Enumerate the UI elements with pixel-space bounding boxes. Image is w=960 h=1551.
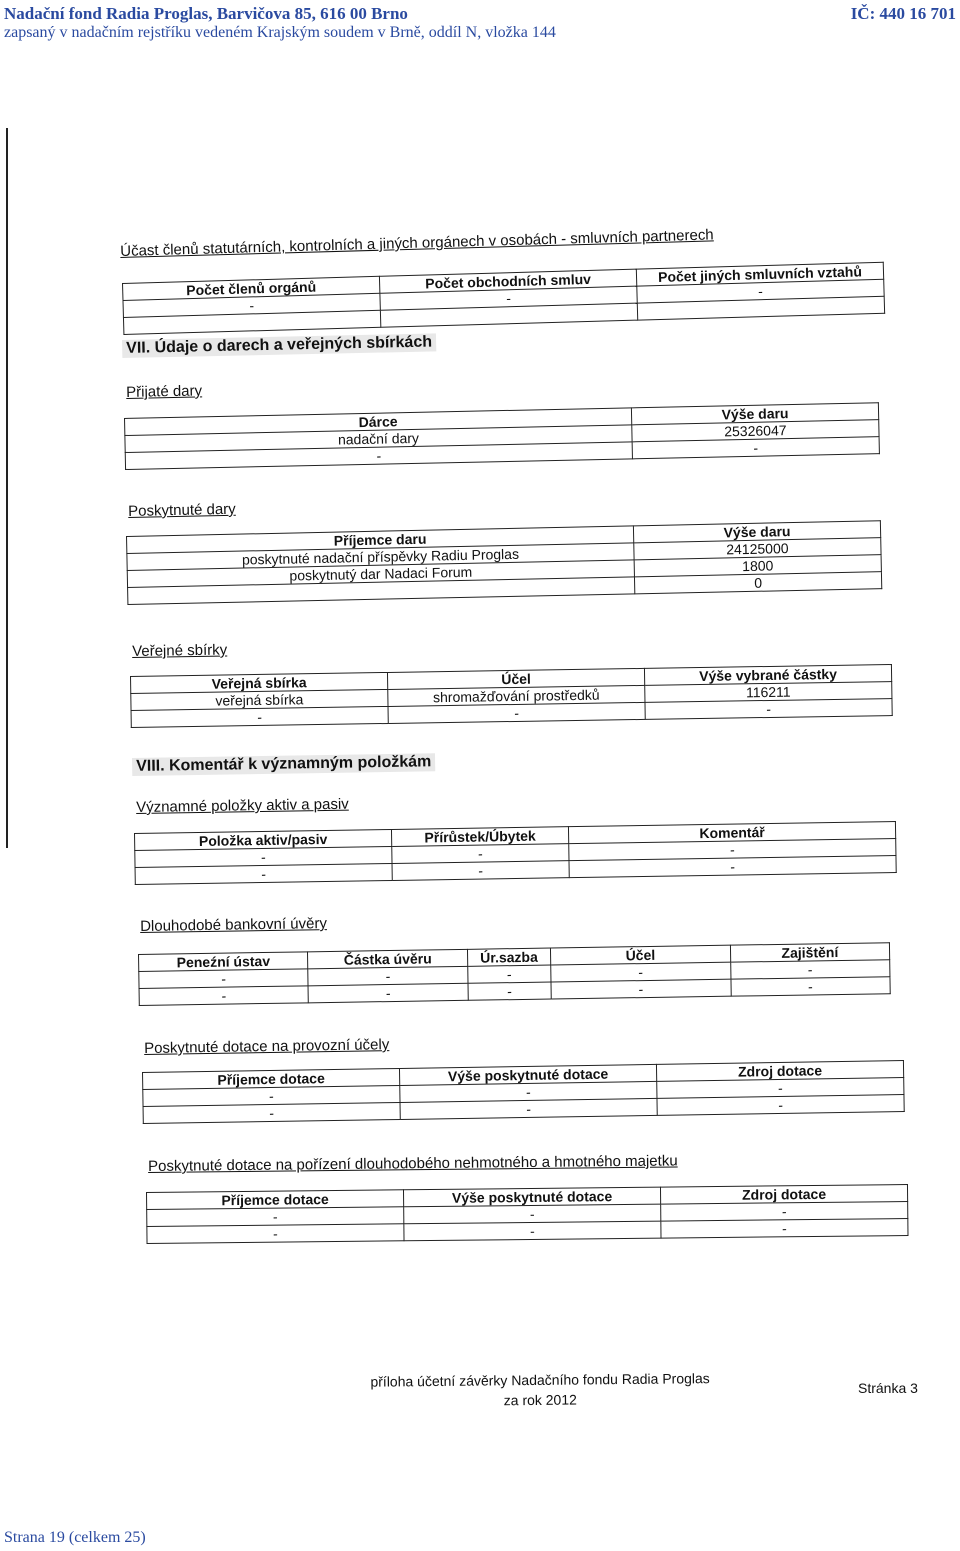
table-cell: - xyxy=(731,977,891,997)
table-cell: - xyxy=(730,960,890,980)
received-title: Přijaté dary xyxy=(126,382,203,401)
table-cell: - xyxy=(569,856,896,878)
public-title: Veřejné sbírky xyxy=(132,641,228,660)
table-cell: 1800 xyxy=(634,555,881,577)
members-col-2: Počet obchodních smluv xyxy=(379,269,636,293)
scan-page-number: Stránka 3 xyxy=(858,1380,918,1396)
section-vii-heading: VII. Údaje o darech a veřejných sbírkách xyxy=(122,333,436,358)
table-cell: 24125000 xyxy=(634,538,881,560)
members-table xyxy=(122,262,885,335)
asset-subsidies-title: Poskytnuté dotace na pořízení dlouhodobého nehmotného a hmotného majetku xyxy=(148,1152,678,1175)
table-cell: - xyxy=(392,861,569,881)
op-subsidies-title: Poskytnuté dotace na provozní účely xyxy=(144,1036,390,1057)
asset-col-recipient: Příjemce dotace xyxy=(147,1190,404,1210)
table-cell: - xyxy=(637,279,884,303)
op-subsidies-table xyxy=(142,1060,905,1124)
members-section-title: Účast členů statutárních, kontrolních a jiných orgánech v osobách - smluvních partnerech xyxy=(120,226,714,260)
items-col-change: Přírůstek/Úbytek xyxy=(391,827,568,847)
asset-col-source: Zdroj dotace xyxy=(660,1185,907,1205)
table-cell: 25326047 xyxy=(632,420,879,442)
attachment-note-line2: za rok 2012 xyxy=(503,1391,577,1409)
header-registration: zapsaný v nadačním rejstříku vedeném Krajským soudem v Brně, oddíl N, vložka 144 xyxy=(4,24,556,41)
table-cell: - xyxy=(657,1095,904,1116)
op-col-amount: Výše poskytnuté dotace xyxy=(399,1064,656,1085)
header-foundation-name: Nadační fond Radia Proglas, Barvičova 85, 616 00 Brno xyxy=(4,4,408,23)
table-cell: - xyxy=(380,286,637,310)
table-cell: poskytnuté nadační příspěvky Radiu Proglas xyxy=(127,543,634,571)
table-cell: 0 xyxy=(634,572,881,594)
given-title: Poskytnuté dary xyxy=(128,500,236,520)
table-cell: - xyxy=(657,1078,904,1099)
table-cell: - xyxy=(404,1204,661,1224)
asset-col-amount: Výše poskytnuté dotace xyxy=(403,1187,660,1207)
table-cell: nadační dary xyxy=(125,425,632,453)
op-col-recipient: Příjemce dotace xyxy=(143,1068,400,1089)
table-cell: - xyxy=(400,1098,657,1119)
items-title: Významné položky aktiv a pasiv xyxy=(136,795,349,816)
table-cell: - xyxy=(125,442,632,470)
table-cell: - xyxy=(661,1202,908,1222)
header-ic: IČ: 440 16 701 xyxy=(850,4,956,23)
members-col-1: Počet členů orgánů xyxy=(123,276,380,300)
table-cell: shromažďování prostředků xyxy=(388,685,645,706)
table-cell: - xyxy=(632,437,879,459)
table-cell: - xyxy=(139,969,309,989)
loans-col-bank: Peneźní ústav xyxy=(139,952,309,972)
given-table xyxy=(126,520,882,605)
received-col-donor: Dárce xyxy=(125,408,632,436)
table-cell: - xyxy=(147,1224,404,1244)
table-cell: - xyxy=(147,1207,404,1227)
members-col-3: Počet jiných smluvních vztahů xyxy=(636,262,883,286)
loans-col-purpose: Účel xyxy=(550,945,730,965)
table-cell: - xyxy=(468,965,551,983)
table-cell: veřejná sbírka xyxy=(131,689,388,710)
table-cell: poskytnutý dar Nadaci Forum xyxy=(127,560,634,588)
asset-subsidies-table xyxy=(146,1184,909,1244)
items-col-comment: Komentář xyxy=(568,822,895,844)
public-col-amount: Výše vybrané částky xyxy=(644,665,891,686)
table-cell: 116211 xyxy=(645,682,892,703)
table-cell: - xyxy=(131,706,388,727)
table-cell: - xyxy=(135,863,392,884)
items-col-item: Položka aktiv/pasiv xyxy=(135,829,392,850)
loans-col-amount: Částka úvěru xyxy=(308,949,468,969)
table-cell: - xyxy=(645,699,892,720)
table-cell: - xyxy=(143,1085,400,1106)
table-cell: - xyxy=(404,1221,661,1241)
table-cell: - xyxy=(135,846,392,867)
table-cell: - xyxy=(143,1102,400,1123)
op-col-source: Zdroj dotace xyxy=(656,1061,903,1082)
table-cell: - xyxy=(308,983,468,1003)
table-cell: - xyxy=(569,839,896,861)
pdf-page-footer: Strana 19 (celkem 25) xyxy=(4,1529,146,1546)
received-col-amount: Výše daru xyxy=(631,403,878,425)
table-cell: - xyxy=(123,293,380,317)
items-table xyxy=(134,821,897,885)
loans-title: Dlouhodobé bankovní úvěry xyxy=(140,915,328,935)
attachment-note xyxy=(340,1368,740,1412)
section-viii-heading: VIII. Komentář k významným položkám xyxy=(132,753,435,776)
loans-col-rate: Úr.sazba xyxy=(467,948,550,966)
loans-col-security: Zajištění xyxy=(730,943,890,963)
table-cell: - xyxy=(551,962,731,982)
public-table xyxy=(130,664,893,728)
scan-edge-line xyxy=(6,128,8,848)
table-cell: - xyxy=(308,966,468,986)
table-cell: - xyxy=(388,702,645,723)
given-col-recipient: Příjemce daru xyxy=(127,526,634,554)
table-cell: - xyxy=(551,979,731,999)
table-cell: - xyxy=(392,844,569,864)
table-cell: - xyxy=(139,986,309,1006)
public-col-purpose: Účel xyxy=(387,668,644,689)
table-cell: - xyxy=(661,1219,908,1239)
public-col-collection: Veřejná sbírka xyxy=(131,672,388,693)
loans-table xyxy=(138,942,891,1006)
received-table xyxy=(124,402,880,470)
given-col-amount: Výše daru xyxy=(633,521,880,543)
table-cell: - xyxy=(400,1081,657,1102)
attachment-note-line1: příloha účetní závěrky Nadačního fondu Radia Proglas xyxy=(370,1370,710,1390)
table-cell: - xyxy=(468,982,551,1000)
